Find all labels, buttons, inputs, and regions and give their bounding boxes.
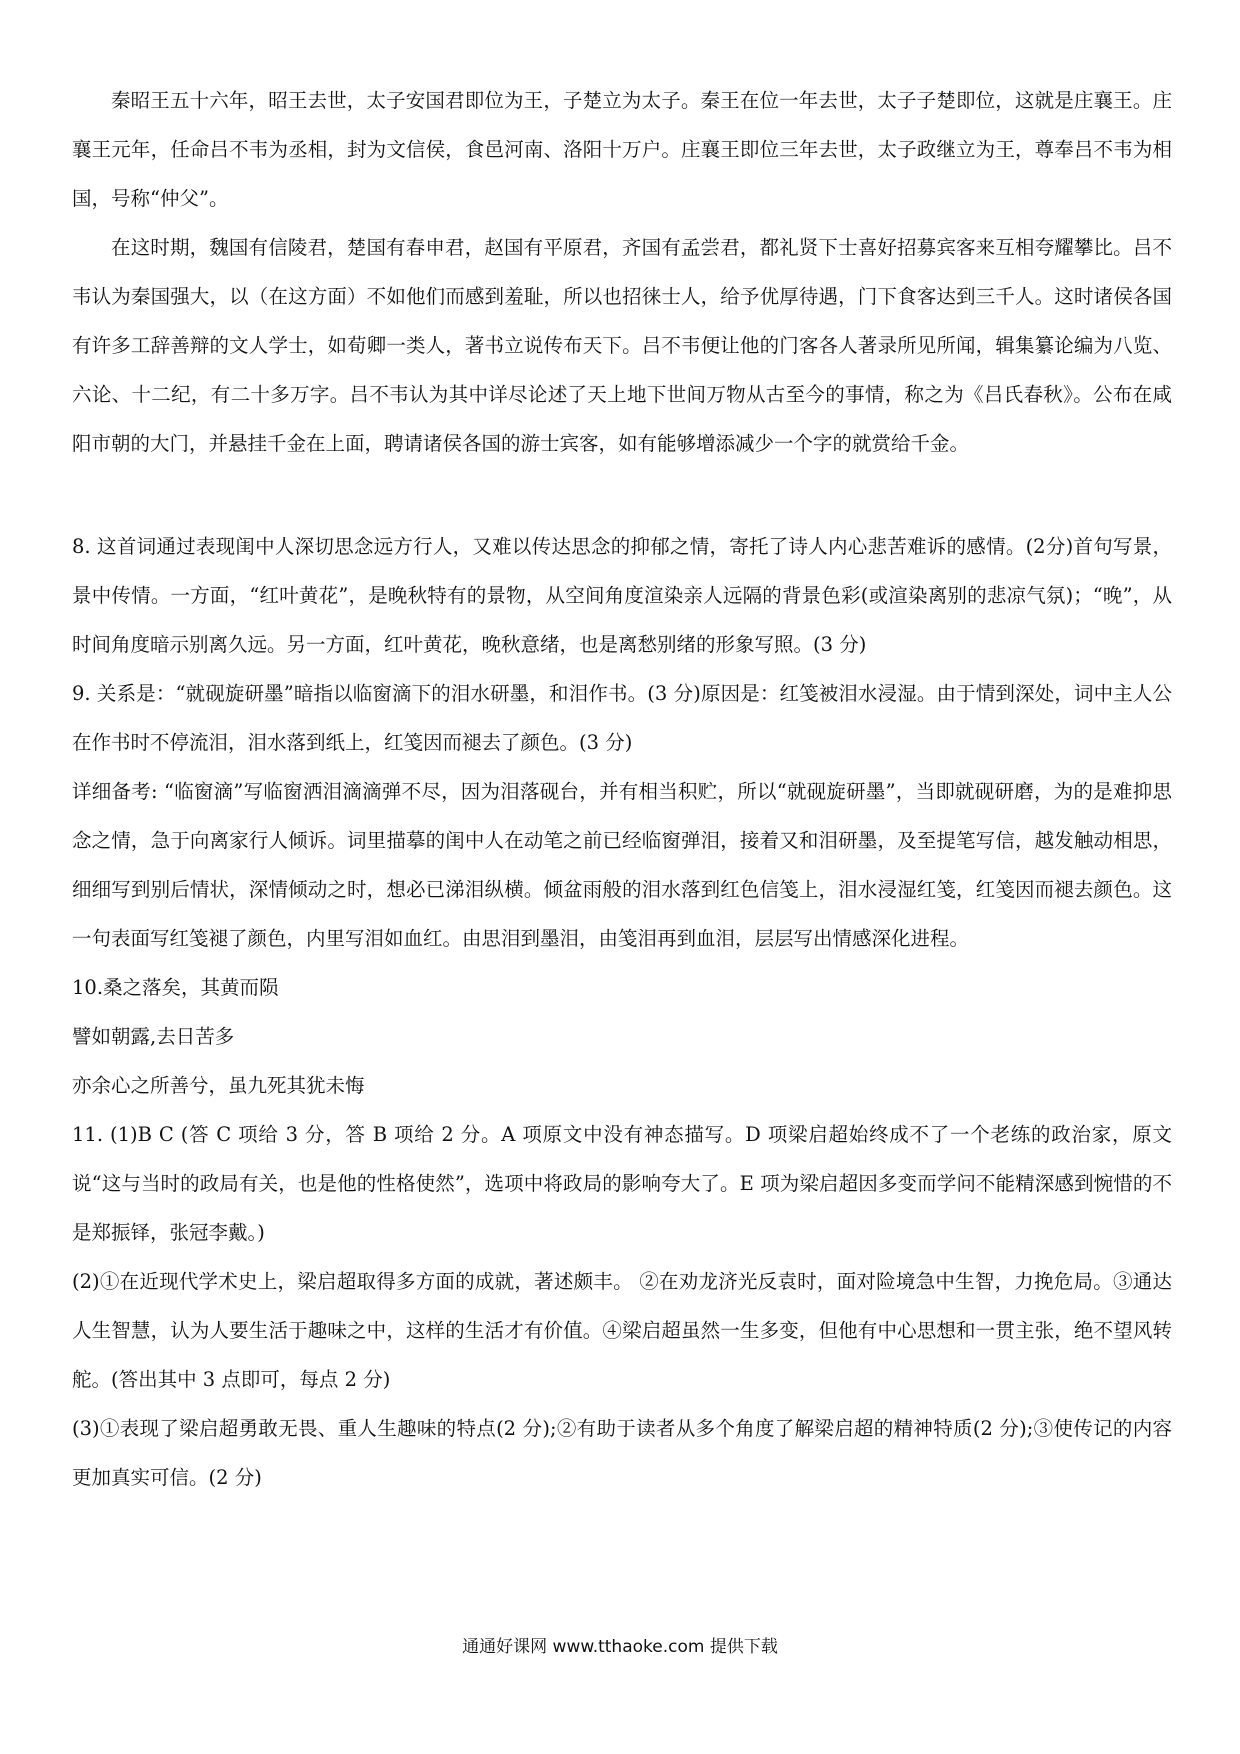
answer-10-line-2: 譬如朝露,去日苦多: [72, 1025, 235, 1048]
answer-11-part-3: (3)①表现了梁启超勇敢无畏、重人生趣味的特点(2 分);②有助于读者从多个角度了解梁启超的精神特质(2 分);③使传记的内容更加真实可信。(2 分): [72, 1417, 1172, 1489]
answer-9: 9. 关系是：“就砚旋研墨”暗指以临窗滴下的泪水研墨，和泪作书。(3 分)原因是：红笺被泪水浸湿。由于情到深处，词中主人公在作书时不停流泪，泪水落到纸上，红笺因而褪去了颜色。(3 分): [72, 682, 1172, 754]
answer-8: 8. 这首词通过表现闺中人深切思念远方行人，又难以传达思念的抑郁之情，寄托了诗人内心悲苦难诉的感情。(2分)首句写景，景中传情。一方面，“红叶黄花”，是晚秋特有的景物，从空间角度渲染亲人远隔的背景色彩(或渲染离别的悲凉气氛)；“晚”，从时间角度暗示别离久远。另一方面，红叶黄花，晚秋意绪，也是离愁别绪的形象写照。(3 分): [72, 535, 1172, 656]
page-footer: 通通好课网 www.tthaoke.com 提供下载: [462, 1637, 778, 1657]
answer-11-part-1: 11. (1)B C (答 C 项给 3 分，答 B 项给 2 分。A 项原文中没有神态描写。D 项梁启超始终成不了一个老练的政治家，原文说“这与当时的政局有关，也是他的性格使然”，选项中将政局的影响夸大了。E 项为梁启超因多变而学问不能精深感到惋惜的不是郑振铎，张冠李戴。): [72, 1123, 1172, 1244]
answer-10-line-1: 10.桑之落矣，其黄而陨: [72, 976, 279, 999]
document-body: [72, 76, 1172, 1502]
answer-10-line-3: 亦余心之所善兮，虽九死其犹未悔: [72, 1074, 365, 1097]
answer-9-detail: 详细备考: “临窗滴”写临窗洒泪滴滴弹不尽，因为泪落砚台，并有相当积贮，所以“就砚旋研墨”，当即就砚研磨，为的是难抑思念之情，急于向离家行人倾诉。词里描摹的闺中人在动笔之前已经临窗弹泪，接着又和泪研墨，及至提笔写信，越发触动相思，细细写到别后情状，深情倾动之时，想必已涕泪纵横。倾盆雨般的泪水落到红色信笺上，泪水浸湿红笺，红笺因而褪去颜色。这一句表面写红笺褪了颜色，内里写泪如血红。由思泪到墨泪，由笺泪再到血泪，层层写出情感深化进程。: [72, 780, 1172, 950]
section-gap: [72, 468, 1172, 522]
answer-11-part-2: (2)①在近现代学术史上，梁启超取得多方面的成就，著述颇丰。 ②在劝龙济光反袁时，面对险境急中生智，力挽危局。③通达人生智慧，认为人要生活于趣味之中，这样的生活才有价值。④梁启超虽然一生多变，但他有中心思想和一贯主张，绝不望风转舵。(答出其中 3 点即可，每点 2 分): [72, 1270, 1172, 1391]
passage-paragraph-2: 在这时期，魏国有信陵君，楚国有春申君，赵国有平原君，齐国有孟尝君，都礼贤下士喜好招募宾客来互相夸耀攀比。吕不韦认为秦国强大，以（在这方面）不如他们而感到羞耻，所以也招徕士人，给予优厚待遇，门下食客达到三千人。这时诸侯各国有许多工辞善辩的文人学士，如荀卿一类人，著书立说传布天下。吕不韦便让他的门客各人著录所见所闻，辑集纂论编为八览、六论、十二纪，有二十多万字。吕不韦认为其中详尽论述了天上地下世间万物从古至今的事情，称之为《吕氏春秋》。公布在咸阳市朝的大门，并悬挂千金在上面，聘请诸侯各国的游士宾客，如有能够增添减少一个字的就赏给千金。: [72, 236, 1172, 455]
passage-paragraph-1: 秦昭王五十六年，昭王去世，太子安国君即位为王，子楚立为太子。秦王在位一年去世，太子子楚即位，这就是庄襄王。庄襄王元年，任命吕不韦为丞相，封为文信侯，食邑河南、洛阳十万户。庄襄王即位三年去世，太子政继立为王，尊奉吕不韦为相国，号称“仲父”。: [72, 89, 1172, 210]
